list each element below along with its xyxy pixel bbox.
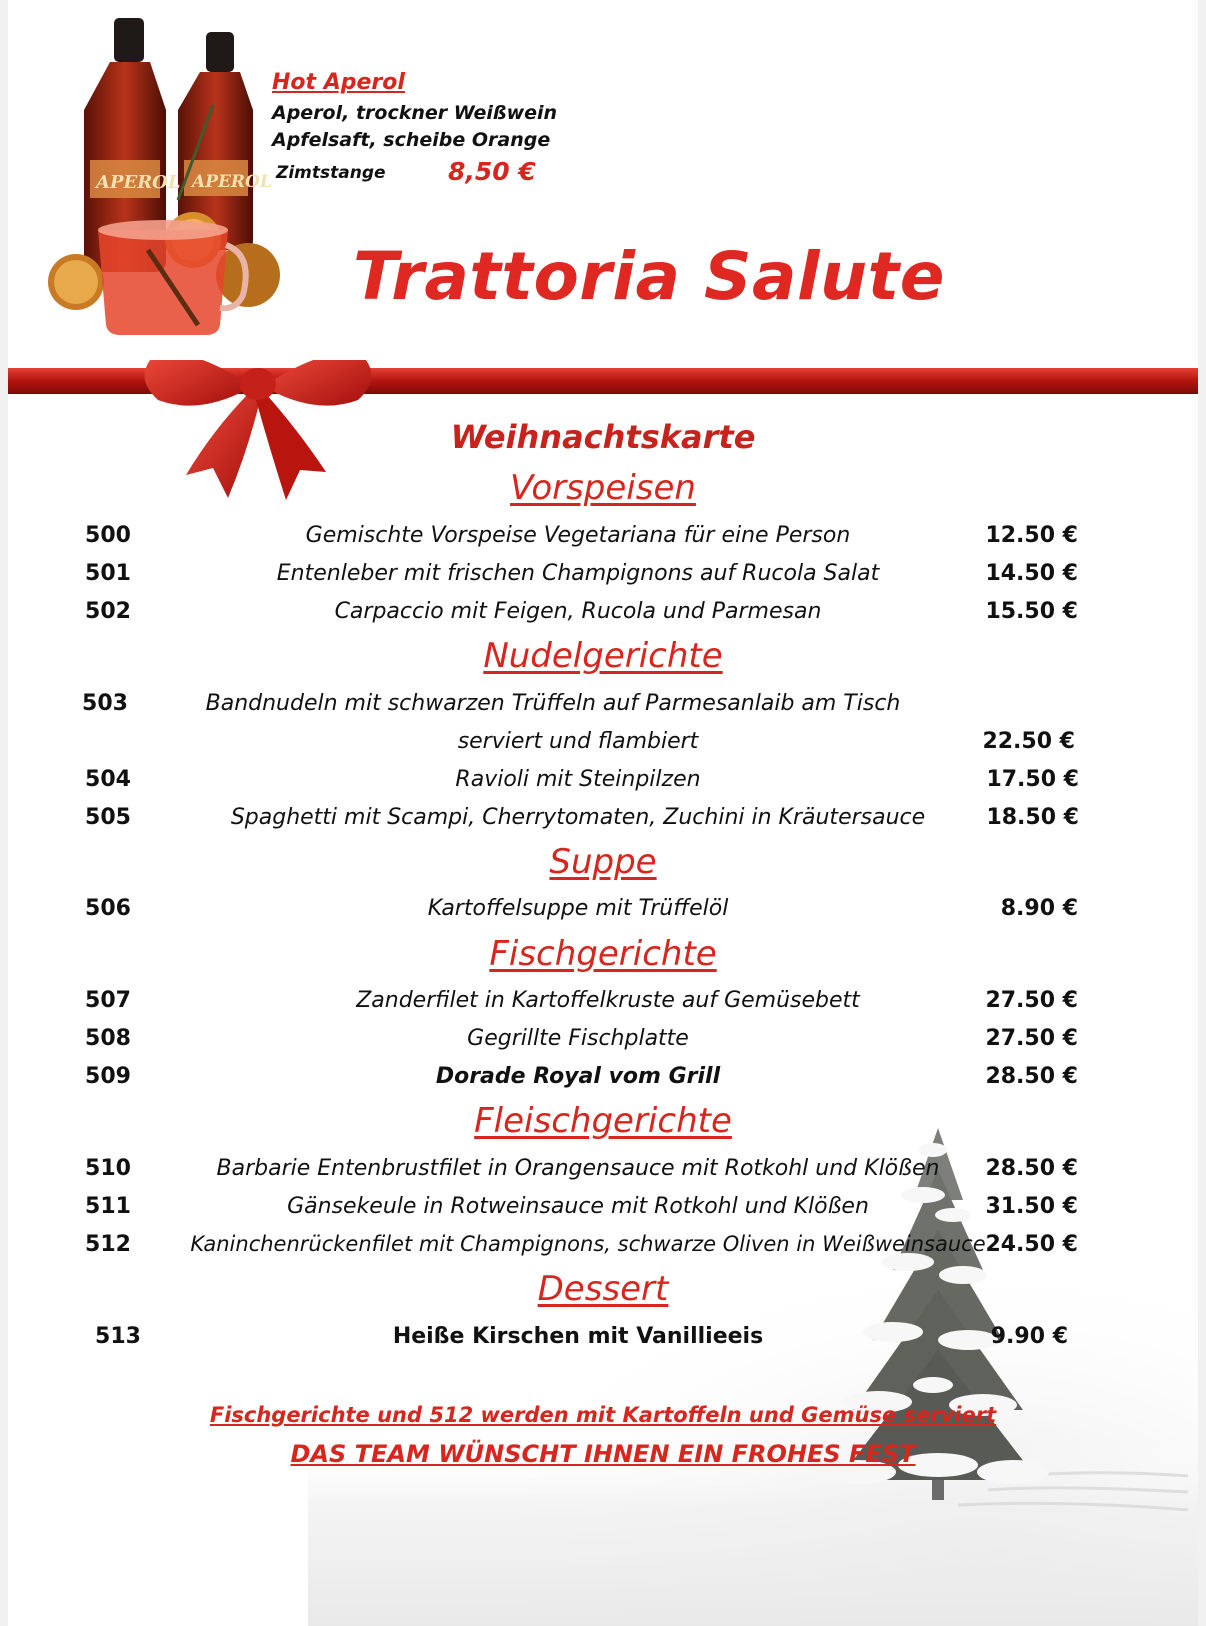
item-number: 504 [85,767,131,792]
item-price: 22.50 € [982,729,1075,754]
aperol-bottles-image [38,10,298,350]
item-price: 28.50 € [985,1064,1078,1089]
item-price: 17.50 € [986,767,1079,792]
item-number: 501 [85,561,131,586]
item-description: Dorade Royal vom Grill [435,1064,721,1089]
item-description: Zanderfilet in Kartoffelkruste auf Gemüsebett [356,988,860,1013]
item-number: 509 [85,1064,131,1089]
item-price: 18.50 € [986,805,1079,830]
item-description: Heiße Kirschen mit Vanillieeis [392,1324,764,1349]
drink-ingredients-line: Zimtstange [276,163,386,183]
bottle-label-back: APEROL [192,172,272,192]
section-title-fischgerichte: Fischgerichte [489,934,717,974]
item-price: 27.50 € [985,1026,1078,1051]
drink-ingredients-line: Aperol, trockner Weißwein [272,102,558,124]
item-number: 510 [85,1156,131,1181]
item-number: 507 [85,988,131,1013]
section-title-vorspeisen: Vorspeisen [510,468,696,508]
item-description: Carpaccio mit Feigen, Rucola und Parmesan [334,599,822,624]
item-description: Barbarie Entenbrustfilet in Orangensauce mit Rotkohl und Klößen [216,1156,940,1181]
item-number: 512 [85,1232,131,1257]
item-price: 8.90 € [1000,896,1078,921]
section-title-suppe: Suppe [549,842,657,882]
item-description: Ravioli mit Steinpilzen [455,767,701,792]
restaurant-name: Trattoria Salute [353,238,945,315]
item-number: 503 [82,691,128,716]
item-description: Kaninchenrückenfilet mit Champignons, schwarze Oliven in Weißweinsauce [190,1232,986,1256]
item-number: 508 [85,1026,131,1051]
item-price: 9.90 € [990,1324,1068,1349]
item-price: 12.50 € [985,523,1078,548]
item-price: 31.50 € [985,1194,1078,1219]
item-price: 27.50 € [985,988,1078,1013]
item-description: Gegrillte Fischplatte [467,1026,689,1051]
item-number: 500 [85,523,131,548]
item-description: Bandnudeln mit schwarzen Trüffeln auf Parmesanlaib am Tisch [205,691,901,716]
menu-subtitle: Weihnachtskarte [450,418,756,456]
item-price: 28.50 € [985,1156,1078,1181]
drink-ingredients-line: Apfelsaft, scheibe Orange [272,129,551,151]
item-description: Spaghetti mit Scampi, Cherrytomaten, Zuchini in Kräutersauce [230,805,926,830]
item-price: 14.50 € [985,561,1078,586]
item-description-continued: serviert und flambiert [457,729,699,754]
item-description: Gemischte Vorspeise Vegetariana für eine Person [305,523,851,548]
section-title-dessert: Dessert [537,1269,669,1309]
section-title-nudelgerichte: Nudelgerichte [483,636,723,676]
menu-page [8,0,1198,1626]
item-number: 506 [85,896,131,921]
item-description: Kartoffelsuppe mit Trüffelöl [427,896,729,921]
footer-greeting: DAS TEAM WÜNSCHT IHNEN EIN FROHES FEST [290,1440,916,1468]
bottle-label-front: APEROL [96,172,181,193]
item-number: 502 [85,599,131,624]
item-number: 513 [95,1324,141,1349]
item-price: 24.50 € [985,1232,1078,1257]
drink-title: Hot Aperol [272,70,405,95]
item-description: Gänsekeule in Rotweinsauce mit Rotkohl und Klößen [287,1194,869,1219]
item-number: 505 [85,805,131,830]
item-price: 15.50 € [985,599,1078,624]
section-title-fleischgerichte: Fleischgerichte [474,1101,732,1141]
drink-price: 8,50 € [448,157,536,186]
footer-note: Fischgerichte und 512 werden mit Kartoffeln und Gemüse serviert [209,1403,997,1427]
item-description: Entenleber mit frischen Champignons auf Rucola Salat [276,561,880,586]
item-number: 511 [85,1194,131,1219]
